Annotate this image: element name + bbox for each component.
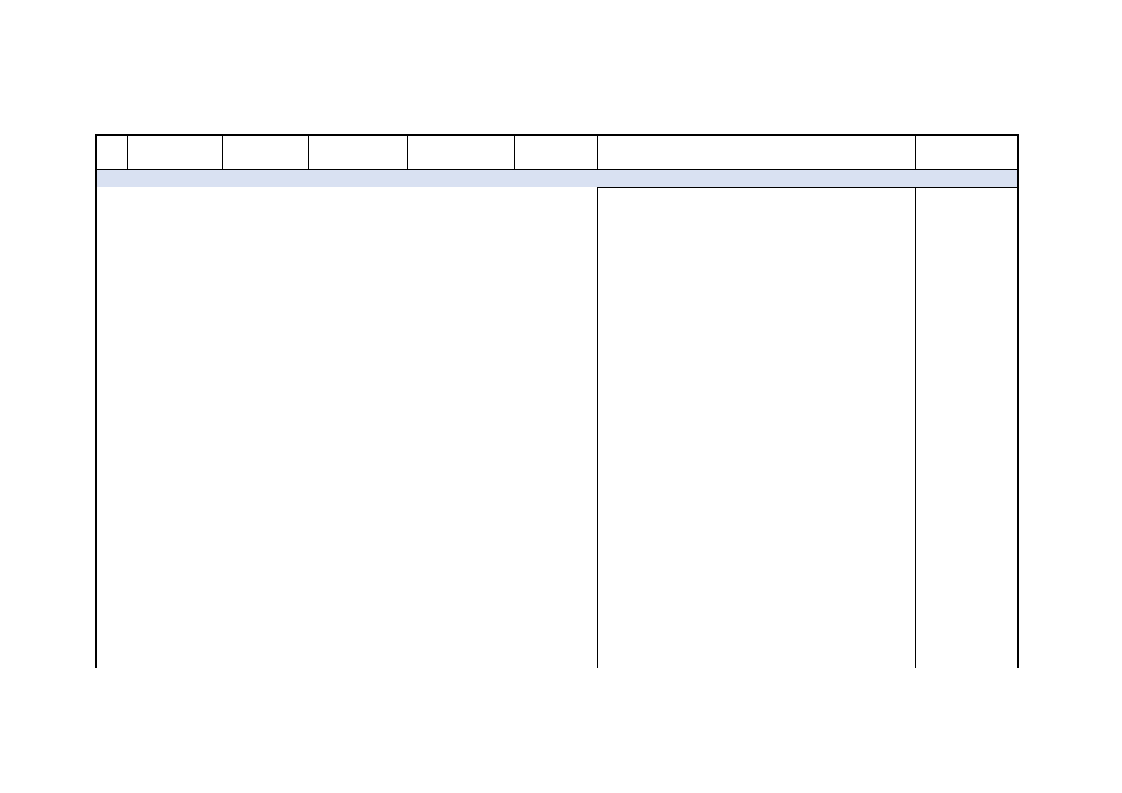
control-requirements-cell bbox=[597, 187, 915, 668]
section-band-restricted bbox=[95, 169, 1019, 187]
table-right-border bbox=[1017, 134, 1019, 668]
header-control bbox=[597, 134, 915, 169]
header-door bbox=[127, 134, 222, 169]
header-minor bbox=[407, 134, 514, 169]
header-status bbox=[514, 134, 597, 169]
remark-cell bbox=[915, 187, 1019, 668]
negative-list-table bbox=[95, 134, 1019, 668]
header-medium bbox=[308, 134, 407, 169]
header-remark bbox=[915, 134, 1019, 169]
header-seq bbox=[95, 134, 127, 169]
header-major bbox=[222, 134, 308, 169]
